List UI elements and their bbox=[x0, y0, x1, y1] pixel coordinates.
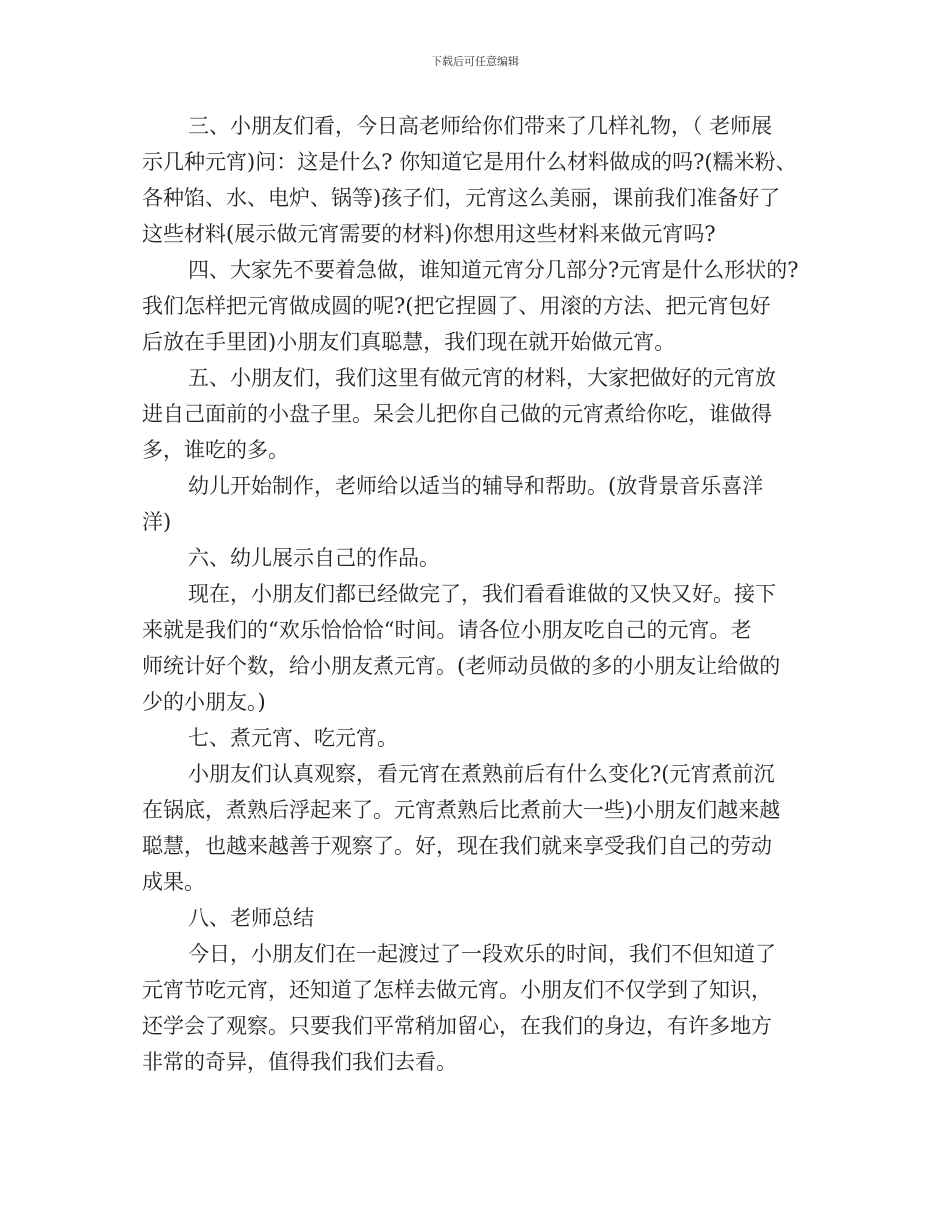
paragraph-showcase bbox=[142, 576, 814, 720]
text-line: 师统计好个数，给小朋友煮元宵。(老师动员做的多的小朋友让给做的 bbox=[142, 654, 781, 678]
paragraph-observation bbox=[142, 756, 814, 900]
text-line: 还学会了观察。只要我们平常稍加留心，在我们的身边，有许多地方 bbox=[142, 1014, 772, 1038]
text-line: 洋) bbox=[142, 510, 172, 534]
paragraph-step-7 bbox=[142, 720, 814, 756]
document-body bbox=[142, 108, 814, 1080]
page-header-note: 下载后可任意编辑 bbox=[431, 55, 519, 68]
paragraph-summary bbox=[142, 936, 814, 1080]
text-line: 聪慧，也越来越善于观察了。好，现在我们就来享受我们自己的劳动 bbox=[142, 834, 772, 858]
section-heading: 六、幼儿展示自己的作品。 bbox=[188, 546, 440, 570]
text-line: 少的小朋友。) bbox=[142, 690, 266, 714]
text-line: 成果。 bbox=[142, 870, 205, 894]
text-line: 五、小朋友们，我们这里有做元宵的材料，大家把做好的元宵放 bbox=[188, 366, 776, 390]
text-line: 四、大家先不要着急做，谁知道元宵分几部分?元宵是什么形状的? bbox=[188, 258, 799, 282]
text-line: 今日，小朋友们在一起渡过了一段欢乐的时间，我们不但知道了 bbox=[188, 942, 776, 966]
text-line: 我们怎样把元宵做成圆的呢?(把它捏圆了、用滚的方法、把元宵包好 bbox=[142, 294, 771, 318]
paragraph-step-3 bbox=[142, 108, 814, 252]
section-heading: 七、煮元宵、吃元宵。 bbox=[188, 726, 398, 750]
text-line: 后放在手里团)小朋友们真聪慧，我们现在就开始做元宵。 bbox=[142, 330, 676, 354]
paragraph-step-5 bbox=[142, 360, 814, 468]
text-line: 各种馅、水、电炉、锅等)孩子们，元宵这么美丽，课前我们准备好了 bbox=[142, 186, 781, 210]
paragraph-step-8 bbox=[142, 900, 814, 936]
text-line: 来就是我们的“欢乐恰恰恰“时间。请各位小朋友吃自己的元宵。老 bbox=[142, 618, 752, 642]
text-line: 元宵节吃元宵，还知道了怎样去做元宵。小朋友们不仅学到了知识， bbox=[142, 978, 772, 1002]
text-line: 幼儿开始制作，老师给以适当的辅导和帮助。(放背景音乐喜洋 bbox=[188, 474, 764, 498]
text-line: 非常的奇异，值得我们我们去看。 bbox=[142, 1050, 457, 1074]
text-line: 在锅底，煮熟后浮起来了。元宵煮熟后比煮前大一些)小朋友们越来越 bbox=[142, 798, 781, 822]
text-line: 示几种元宵)问：这是什么? 你知道它是用什么材料做成的吗?(糯米粉、 bbox=[142, 150, 797, 174]
paragraph-step-4 bbox=[142, 252, 814, 360]
paragraph-step-6 bbox=[142, 540, 814, 576]
text-line: 现在，小朋友们都已经做完了，我们看看谁做的又快又好。接下 bbox=[188, 582, 776, 606]
text-line: 多，谁吃的多。 bbox=[142, 438, 289, 462]
text-line: 三、小朋友们看，今日高老师给你们带来了几样礼物，（ 老师展 bbox=[188, 114, 773, 138]
text-line: 进自己面前的小盘子里。呆会儿把你自己做的元宵煮给你吃，谁做得 bbox=[142, 402, 772, 426]
paragraph-children-making bbox=[142, 468, 814, 540]
text-line: 这些材料(展示做元宵需要的材料)你想用这些材料来做元宵吗? bbox=[142, 222, 716, 246]
section-heading: 八、老师总结 bbox=[188, 906, 314, 930]
text-line: 小朋友们认真观察，看元宵在煮熟前后有什么变化?(元宵煮前沉 bbox=[188, 762, 775, 786]
